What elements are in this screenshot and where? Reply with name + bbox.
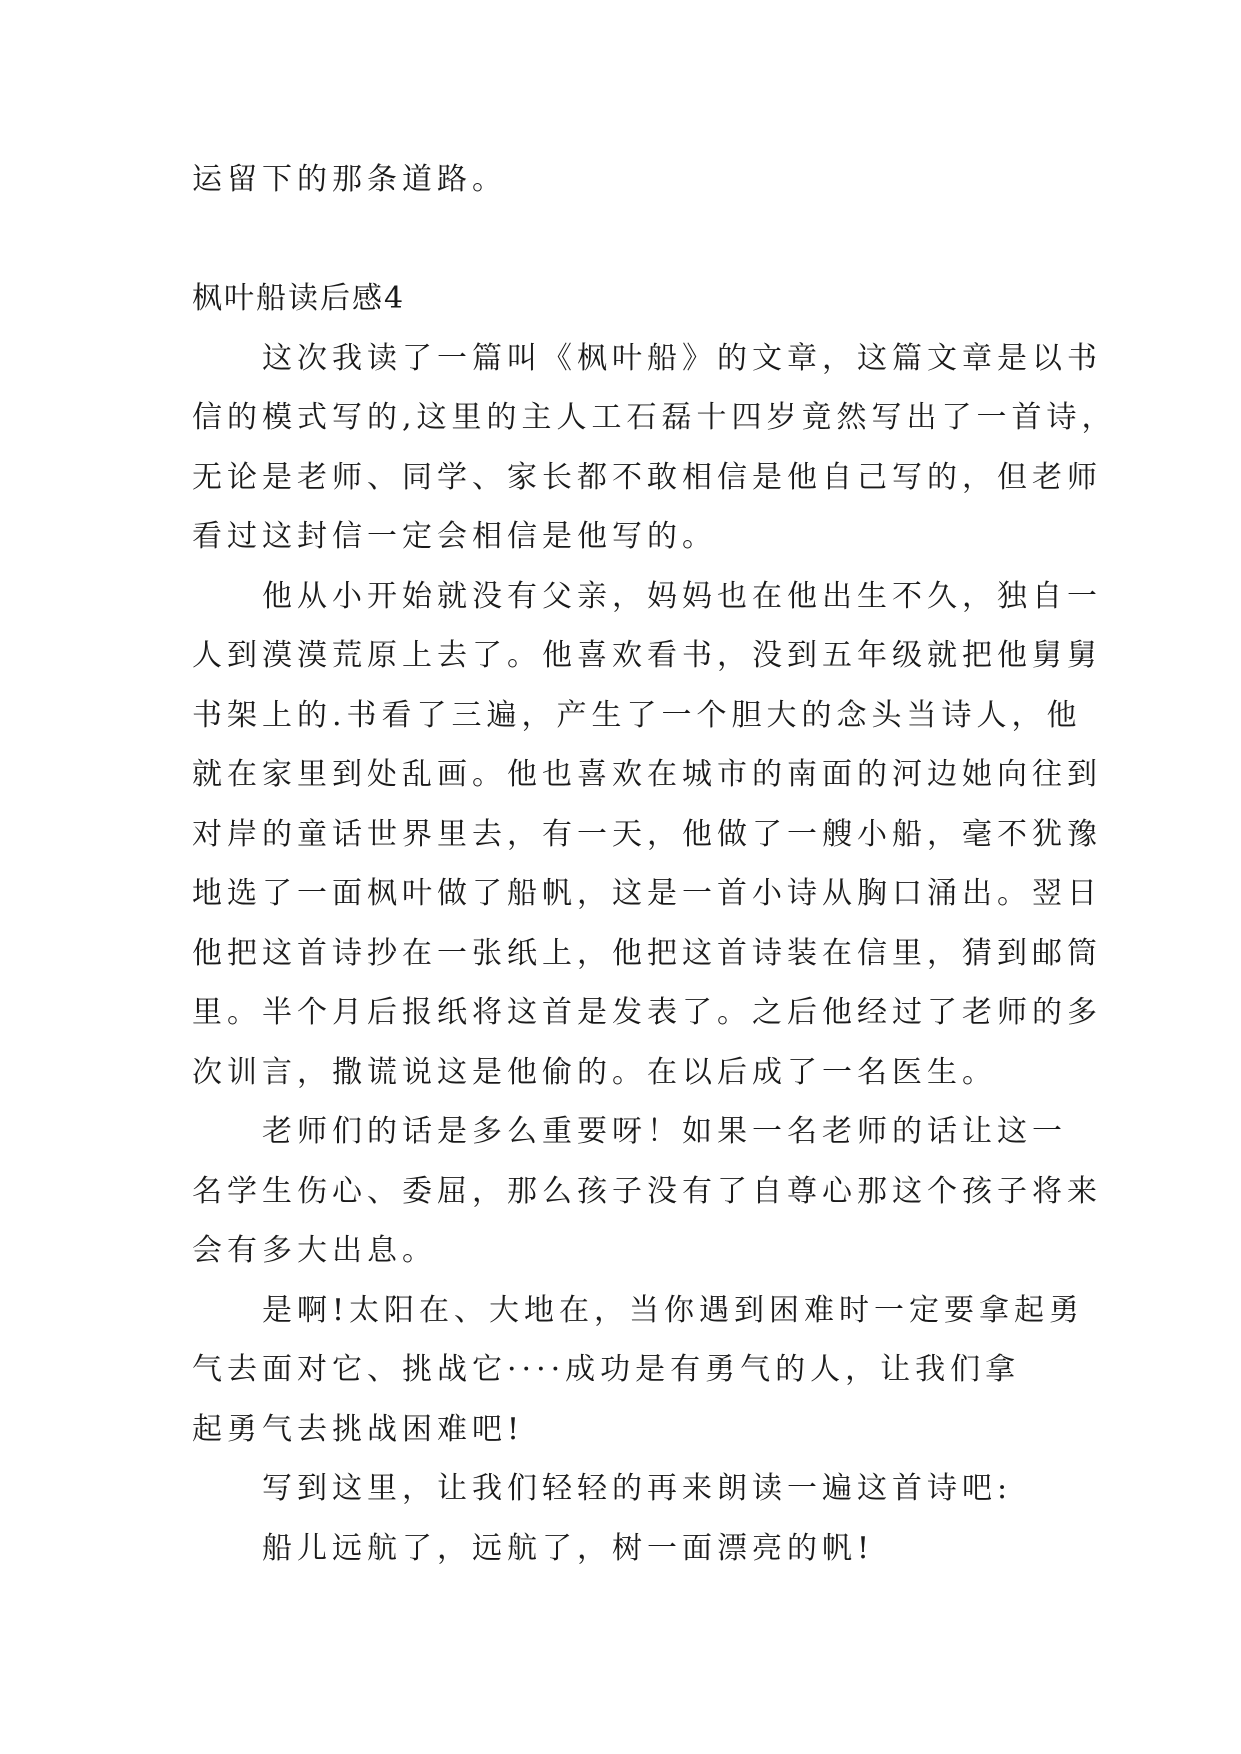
body-line: 里。半个月后报纸将这首是发表了。之后他经过了老师的多 xyxy=(192,995,1102,1030)
body-line: 对岸的童话世界里去，有一天，他做了一艘小船，毫不犹豫 xyxy=(192,816,1102,852)
body-line: 他把这首诗抄在一张纸上，他把这首诗装在信里，猜到邮筒 xyxy=(192,935,1102,971)
body-line: 他从小开始就没有父亲，妈妈也在他出生不久，独自一 xyxy=(192,578,1102,614)
body-line: 写到这里，让我们轻轻的再来朗读一遍这首诗吧: xyxy=(192,1471,1013,1506)
body-line: 次训言，撒谎说这是他偷的。在以后成了一名医生。 xyxy=(192,1054,997,1090)
body-line: 人到漠漠荒原上去了。他喜欢看书，没到五年级就把他舅舅 xyxy=(192,638,1102,673)
body-line: 老师们的话是多么重要呀！如果一名老师的话让这一 xyxy=(192,1114,1067,1149)
body-line: 就在家里到处乱画。他也喜欢在城市的南面的河边她向往到 xyxy=(192,757,1102,792)
body-line: 船儿远航了，远航了，树一面漂亮的帆! xyxy=(192,1530,875,1566)
body-line: 运留下的那条道路。 xyxy=(192,162,507,197)
body-line: 是啊!太阳在、大地在，当你遇到困难时一定要拿起勇 xyxy=(192,1292,1085,1328)
paragraph-gap xyxy=(192,220,1054,280)
body-line: 会有多大出息。 xyxy=(192,1233,437,1268)
body-line: 书架上的.书看了三遍，产生了一个胆大的念头当诗人，他 xyxy=(192,697,1082,733)
section-title: 枫叶船读后感4 xyxy=(192,281,406,316)
body-line: 地选了一面枫叶做了船帆，这是一首小诗从胸口涌出。翌日 xyxy=(192,876,1102,911)
body-line: 名学生伤心、委屈，那么孩子没有了自尊心那这个孩子将来 xyxy=(192,1173,1102,1209)
body-line: 无论是老师、同学、家长都不敢相信是他自己写的，但老师 xyxy=(192,459,1102,495)
body-line: 起勇气去挑战困难吧! xyxy=(192,1411,525,1447)
body-line: 看过这封信一定会相信是他写的。 xyxy=(192,519,717,554)
document-body xyxy=(192,160,1117,1588)
body-line: 这次我读了一篇叫《枫叶船》的文章，这篇文章是以书 xyxy=(192,340,1102,376)
body-line: 信的模式写的,这里的主人工石磊十四岁竟然写出了一首诗， xyxy=(192,400,1117,435)
body-line: 气去面对它、挑战它····成功是有勇气的人，让我们拿 xyxy=(192,1352,1021,1387)
